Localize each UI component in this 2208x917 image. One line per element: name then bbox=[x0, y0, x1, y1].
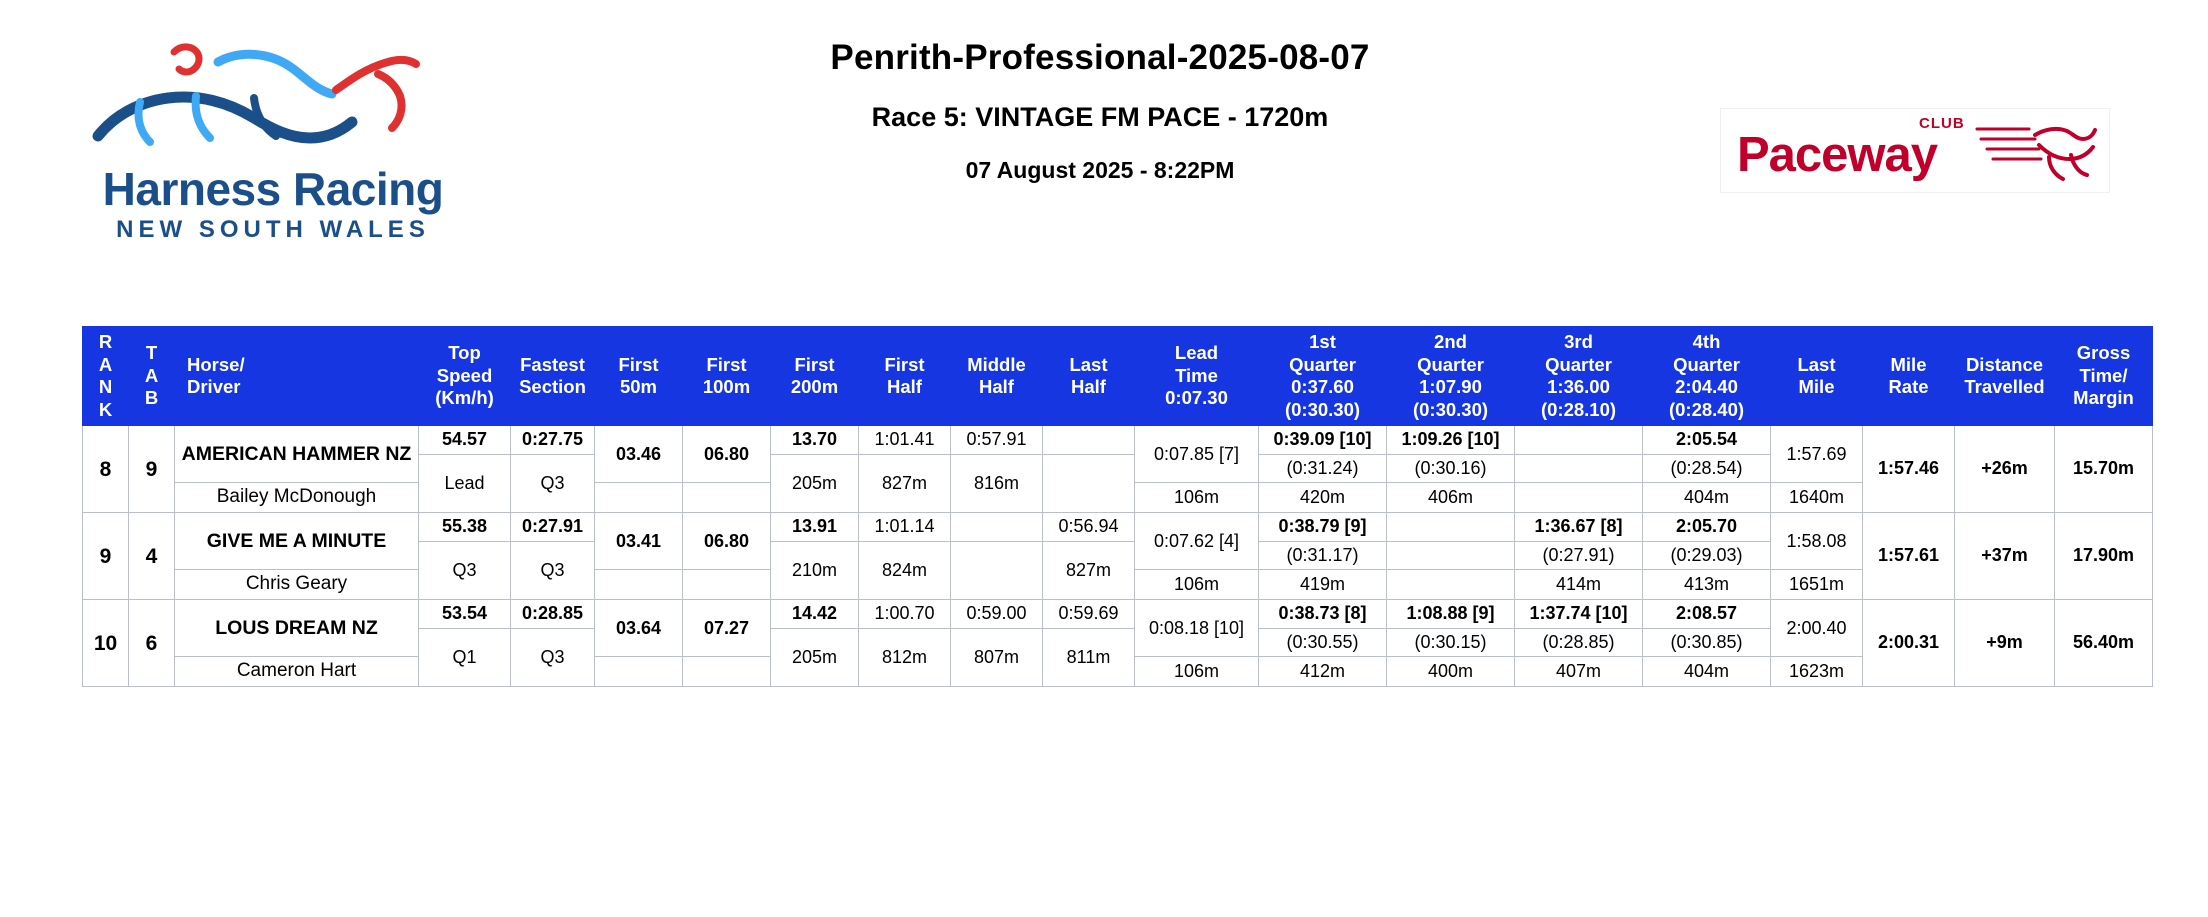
col-header-1st-quarter-value: 0:37.60 (0:30.30) bbox=[1284, 376, 1361, 420]
cell-q1-sub: (0:31.17) bbox=[1259, 541, 1387, 570]
table-body bbox=[83, 426, 2153, 687]
logo-line-harness-racing: Harness Racing bbox=[102, 163, 444, 215]
table-header-row bbox=[83, 327, 2153, 426]
cell-q4-dist: 404m bbox=[1643, 657, 1771, 687]
logo-line-nsw: NEW SOUTH WALES bbox=[116, 216, 430, 243]
harness-racing-nsw-logo bbox=[68, 40, 478, 245]
table-row bbox=[83, 513, 2153, 542]
cell-first-50m-blank bbox=[595, 657, 683, 687]
cell-gross-time-margin: 56.40m bbox=[2055, 600, 2153, 687]
cell-q4-sub: (0:29.03) bbox=[1643, 541, 1771, 570]
cell-q3: 1:36.67 [8] bbox=[1515, 513, 1643, 542]
cell-last-mile-dist: 1640m bbox=[1771, 483, 1863, 513]
cell-q4: 2:08.57 bbox=[1643, 600, 1771, 629]
cell-last-mile: 2:00.40 bbox=[1771, 600, 1863, 657]
cell-q2: 1:08.77 [8] bbox=[1387, 513, 1515, 542]
col-header-first-50m: First 50m bbox=[595, 327, 683, 426]
cell-fastest-section: 0:27.91 bbox=[511, 513, 595, 542]
cell-distance-travelled: +37m bbox=[1955, 513, 2055, 600]
col-header-distance-travelled: Distance Travelled bbox=[1955, 327, 2055, 426]
cell-driver-name: Bailey McDonough bbox=[175, 483, 419, 513]
cell-tab: 9 bbox=[129, 426, 175, 513]
cell-fastest-section-sub: Q3 bbox=[511, 628, 595, 686]
logo-club-word: CLUB bbox=[1919, 115, 1965, 132]
cell-distance-travelled: +9m bbox=[1955, 600, 2055, 687]
col-header-first-200m: First 200m bbox=[771, 327, 859, 426]
cell-rank: 8 bbox=[83, 426, 129, 513]
cell-horse-name: GIVE ME A MINUTE bbox=[175, 513, 419, 570]
cell-lead-time: 0:07.85 [7] bbox=[1135, 426, 1259, 483]
cell-q4-sub: (0:30.85) bbox=[1643, 628, 1771, 657]
cell-q1: 0:38.79 [9] bbox=[1259, 513, 1387, 542]
sectional-times-table bbox=[82, 326, 2153, 687]
col-header-gross-time-margin: Gross Time/ Margin bbox=[2055, 327, 2153, 426]
cell-q4: 2:05.54 bbox=[1643, 426, 1771, 455]
cell-first-200m-dist: 205m bbox=[771, 628, 859, 686]
running-horse-icon bbox=[78, 40, 478, 160]
cell-middle-half: 0:57.91 bbox=[951, 426, 1043, 455]
col-header-lead-time: Lead Time 0:07.30 bbox=[1135, 327, 1259, 426]
col-header-2nd-quarter-value: 1:07.90 (0:30.30) bbox=[1412, 376, 1489, 420]
cell-horse-name: AMERICAN HAMMER NZ bbox=[175, 426, 419, 483]
title-block bbox=[600, 38, 1600, 184]
cell-first-half-dist: 827m bbox=[859, 454, 951, 512]
cell-last-mile-dist: 1623m bbox=[1771, 657, 1863, 687]
cell-q1: 0:38.73 [8] bbox=[1259, 600, 1387, 629]
page-header bbox=[0, 0, 2208, 290]
cell-middle-half: 0:57.88 bbox=[951, 513, 1043, 542]
cell-q4-dist: 413m bbox=[1643, 570, 1771, 600]
cell-first-50m: 03.41 bbox=[595, 513, 683, 570]
page-title: Penrith-Professional-2025-08-07 bbox=[830, 38, 1370, 77]
cell-q1-dist: 412m bbox=[1259, 657, 1387, 687]
cell-first-half: 1:01.41 bbox=[859, 426, 951, 455]
cell-driver-name: Cameron Hart bbox=[175, 657, 419, 687]
cell-lead-time: 0:08.18 [10] bbox=[1135, 600, 1259, 657]
cell-lead-time-dist: 106m bbox=[1135, 657, 1259, 687]
cell-q3-dist: 414m bbox=[1515, 570, 1643, 600]
col-header-mile-rate: Mile Rate bbox=[1863, 327, 1955, 426]
col-header-lead-time-value: 0:07.30 bbox=[1165, 387, 1228, 409]
cell-middle-half-dist: 816m bbox=[951, 454, 1043, 512]
cell-first-200m: 14.42 bbox=[771, 600, 859, 629]
cell-q2-dist: 406m bbox=[1387, 483, 1515, 513]
cell-last-mile: 1:58.08 bbox=[1771, 513, 1863, 570]
club-paceway-logo bbox=[1720, 108, 2110, 193]
paceway-horse-icon bbox=[1975, 115, 2105, 187]
cell-first-50m-blank bbox=[595, 483, 683, 513]
cell-mile-rate: 2:00.31 bbox=[1863, 600, 1955, 687]
table-row bbox=[83, 600, 2153, 629]
cell-last-half: 0:56.28 bbox=[1043, 426, 1135, 455]
cell-lead-time-dist: 106m bbox=[1135, 483, 1259, 513]
cell-q2: 1:08.88 [9] bbox=[1387, 600, 1515, 629]
cell-fastest-section: 0:28.85 bbox=[511, 600, 595, 629]
cell-tab: 4 bbox=[129, 513, 175, 600]
cell-gross-time-margin: 15.70m bbox=[2055, 426, 2153, 513]
cell-mile-rate: 1:57.61 bbox=[1863, 513, 1955, 600]
cell-first-200m-dist: 205m bbox=[771, 454, 859, 512]
cell-fastest-section: 0:27.75 bbox=[511, 426, 595, 455]
cell-q1-dist: 420m bbox=[1259, 483, 1387, 513]
cell-q2-dist: 400m bbox=[1387, 657, 1515, 687]
cell-middle-half-dist: 807m bbox=[951, 628, 1043, 686]
col-header-last-mile: Last Mile bbox=[1771, 327, 1863, 426]
col-header-4th-quarter: 4th Quarter 2:04.40 (0:28.40) bbox=[1643, 327, 1771, 426]
cell-tab: 6 bbox=[129, 600, 175, 687]
table-row bbox=[83, 426, 2153, 455]
cell-q3-sub: (0:28.85) bbox=[1515, 628, 1643, 657]
cell-first-50m: 03.64 bbox=[595, 600, 683, 657]
cell-first-200m: 13.70 bbox=[771, 426, 859, 455]
cell-first-half-dist: 812m bbox=[859, 628, 951, 686]
col-header-tab: T A B bbox=[129, 327, 175, 426]
cell-q3: 1:37.74 [10] bbox=[1515, 600, 1643, 629]
cell-first-50m-blank bbox=[595, 570, 683, 600]
col-header-3rd-quarter: 3rd Quarter 1:36.00 (0:28.10) bbox=[1515, 327, 1643, 426]
cell-last-mile: 1:57.69 bbox=[1771, 426, 1863, 483]
cell-q1-sub: (0:31.24) bbox=[1259, 454, 1387, 483]
col-header-middle-half: Middle Half bbox=[951, 327, 1043, 426]
cell-first-100m: 06.80 bbox=[683, 426, 771, 483]
cell-q2-dist: 404m bbox=[1387, 570, 1515, 600]
cell-last-half-dist: 811m bbox=[1043, 628, 1135, 686]
race-subtitle: Race 5: VINTAGE FM PACE - 1720m bbox=[871, 102, 1329, 132]
cell-q1: 0:39.09 [10] bbox=[1259, 426, 1387, 455]
cell-q2: 1:09.26 [10] bbox=[1387, 426, 1515, 455]
cell-last-mile-dist: 1651m bbox=[1771, 570, 1863, 600]
cell-top-speed: 53.54 bbox=[419, 600, 511, 629]
cell-mile-rate: 1:57.46 bbox=[1863, 426, 1955, 513]
cell-q4-dist: 404m bbox=[1643, 483, 1771, 513]
cell-q3-sub: (0:27.75) bbox=[1515, 454, 1643, 483]
cell-first-100m: 06.80 bbox=[683, 513, 771, 570]
cell-gross-time-margin: 17.90m bbox=[2055, 513, 2153, 600]
cell-lead-time-dist: 106m bbox=[1135, 570, 1259, 600]
cell-fastest-section-sub: Q3 bbox=[511, 454, 595, 512]
cell-last-half-dist: 814m bbox=[1043, 454, 1135, 512]
cell-q2-sub: (0:30.15) bbox=[1387, 628, 1515, 657]
cell-distance-travelled: +26m bbox=[1955, 426, 2055, 513]
logo-paceway-word: Paceway bbox=[1737, 128, 1938, 182]
cell-q3-sub: (0:27.91) bbox=[1515, 541, 1643, 570]
col-header-top-speed: Top Speed (Km/h) bbox=[419, 327, 511, 426]
cell-top-speed: 54.57 bbox=[419, 426, 511, 455]
col-header-last-half: Last Half bbox=[1043, 327, 1135, 426]
cell-first-half: 1:01.14 bbox=[859, 513, 951, 542]
cell-last-half: 0:56.94 bbox=[1043, 513, 1135, 542]
cell-first-100m: 07.27 bbox=[683, 600, 771, 657]
cell-top-speed: 55.38 bbox=[419, 513, 511, 542]
cell-first-half: 1:00.70 bbox=[859, 600, 951, 629]
cell-top-speed-sub: Q3 bbox=[419, 541, 511, 599]
cell-q4-sub: (0:28.54) bbox=[1643, 454, 1771, 483]
cell-q3-dist: 407m bbox=[1515, 657, 1643, 687]
cell-first-half-dist: 824m bbox=[859, 541, 951, 599]
cell-q4: 2:05.70 bbox=[1643, 513, 1771, 542]
col-header-horse-driver: Horse/ Driver bbox=[175, 327, 419, 426]
col-header-2nd-quarter: 2nd Quarter 1:07.90 (0:30.30) bbox=[1387, 327, 1515, 426]
cell-q1-sub: (0:30.55) bbox=[1259, 628, 1387, 657]
cell-q3: 1:37.01 [9] bbox=[1515, 426, 1643, 455]
col-header-first-100m: First 100m bbox=[683, 327, 771, 426]
cell-fastest-section-sub: Q3 bbox=[511, 541, 595, 599]
cell-first-200m: 13.91 bbox=[771, 513, 859, 542]
cell-rank: 9 bbox=[83, 513, 129, 600]
cell-first-200m-dist: 210m bbox=[771, 541, 859, 599]
cell-top-speed-sub: Lead bbox=[419, 454, 511, 512]
col-header-1st-quarter: 1st Quarter 0:37.60 (0:30.30) bbox=[1259, 327, 1387, 426]
cell-horse-name: LOUS DREAM NZ bbox=[175, 600, 419, 657]
cell-q2-sub: (0:30.16) bbox=[1387, 454, 1515, 483]
cell-q3-dist: 410m bbox=[1515, 483, 1643, 513]
cell-lead-time: 0:07.62 [4] bbox=[1135, 513, 1259, 570]
cell-q2-sub: (0:29.97) bbox=[1387, 541, 1515, 570]
col-header-4th-quarter-value: 2:04.40 (0:28.40) bbox=[1668, 376, 1745, 420]
col-header-rank: R A N K bbox=[83, 327, 129, 426]
cell-middle-half-dist: 818m bbox=[951, 541, 1043, 599]
cell-last-half: 0:59.69 bbox=[1043, 600, 1135, 629]
cell-top-speed-sub: Q1 bbox=[419, 628, 511, 686]
cell-first-50m: 03.46 bbox=[595, 426, 683, 483]
sectional-times-table-wrapper bbox=[82, 326, 2142, 687]
race-datetime: 07 August 2025 - 8:22PM bbox=[965, 157, 1235, 183]
col-header-3rd-quarter-value: 1:36.00 (0:28.10) bbox=[1540, 376, 1617, 420]
cell-driver-name: Chris Geary bbox=[175, 570, 419, 600]
cell-last-half-dist: 827m bbox=[1043, 541, 1135, 599]
col-header-first-half: First Half bbox=[859, 327, 951, 426]
cell-rank: 10 bbox=[83, 600, 129, 687]
cell-first-100m-blank bbox=[683, 570, 771, 600]
cell-first-100m-blank bbox=[683, 483, 771, 513]
cell-first-100m-blank bbox=[683, 657, 771, 687]
col-header-fastest-section: Fastest Section bbox=[511, 327, 595, 426]
cell-q1-dist: 419m bbox=[1259, 570, 1387, 600]
cell-middle-half: 0:59.00 bbox=[951, 600, 1043, 629]
